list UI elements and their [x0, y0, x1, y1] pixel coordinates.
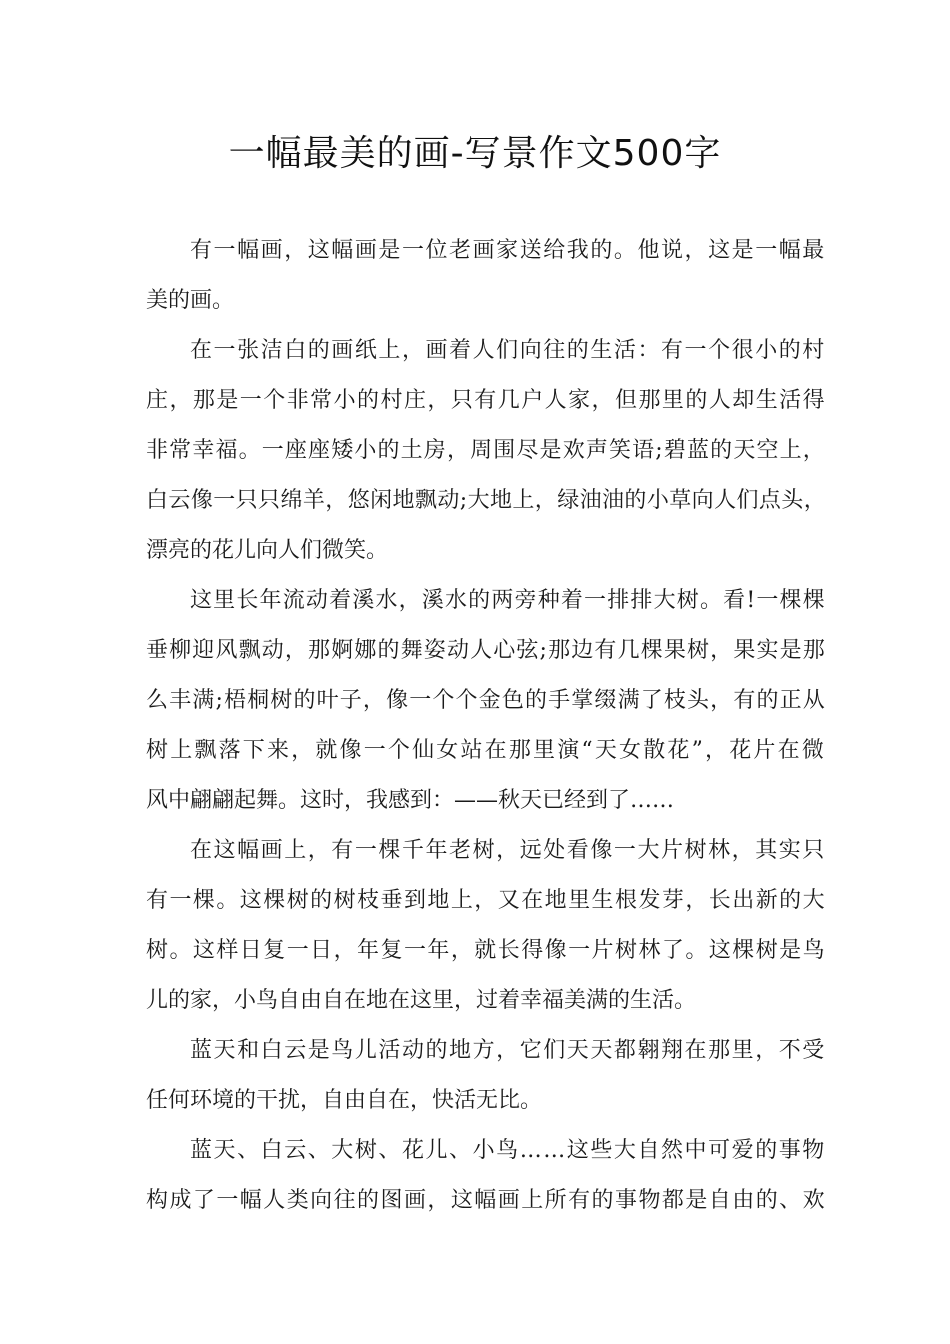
- text-line: 有一幅画，这幅画是一位老画家送给我的。他说，这是一幅最: [190, 238, 826, 263]
- text-line: 非常幸福。一座座矮小的土房，周围尽是欢声笑语;碧蓝的天空上，: [146, 438, 826, 463]
- text-line: 在一张洁白的画纸上，画着人们向往的生活：有一个很小的村: [190, 338, 826, 363]
- document-title: 一幅最美的画-写景作文500字: [228, 133, 722, 174]
- document-body: [146, 226, 826, 1226]
- text-line: 构成了一幅人类向往的图画，这幅画上所有的事物都是自由的、欢: [146, 1188, 827, 1213]
- text-line: 儿的家，小鸟自由自在地在这里，过着幸福美满的生活。: [146, 988, 697, 1013]
- text-line: 漂亮的花儿向人们微笑。: [146, 538, 389, 563]
- text-line: 庄，那是一个非常小的村庄，只有几户人家，但那里的人却生活得: [146, 388, 827, 413]
- text-line: 有一棵。这棵树的树枝垂到地上，又在地里生根发芽，长出新的大: [146, 888, 827, 913]
- text-line: 任何环境的干扰，自由自在，快活无比。: [146, 1088, 543, 1113]
- text-line: 风中翩翩起舞。这时，我感到：——秋天已经到了……: [146, 788, 675, 813]
- text-line: 么丰满;梧桐树的叶子，像一个个金色的手掌缀满了枝头，有的正从: [146, 688, 826, 713]
- text-line: 美的画。: [146, 288, 235, 313]
- text-line: 白云像一只只绵羊，悠闲地飘动;大地上，绿油油的小草向人们点头，: [146, 488, 827, 513]
- text-line: 垂柳迎风飘动，那婀娜的舞姿动人心弦;那边有几棵果树，果实是那: [146, 638, 826, 663]
- text-line: 蓝天、白云、大树、花儿、小鸟……这些大自然中可爱的事物: [190, 1138, 826, 1163]
- text-line: 树上飘落下来，就像一个仙女站在那里演“天女散花”，花片在微: [146, 738, 827, 763]
- text-line: 树。这样日复一日，年复一年，就长得像一片树林了。这棵树是鸟: [146, 938, 827, 963]
- text-line: 在这幅画上，有一棵千年老树，远处看像一大片树林，其实只: [190, 838, 826, 863]
- text-line: 这里长年流动着溪水，溪水的两旁种着一排排大树。看!一棵棵: [190, 588, 826, 613]
- text-line: 蓝天和白云是鸟儿活动的地方，它们天天都翱翔在那里，不受: [190, 1038, 826, 1063]
